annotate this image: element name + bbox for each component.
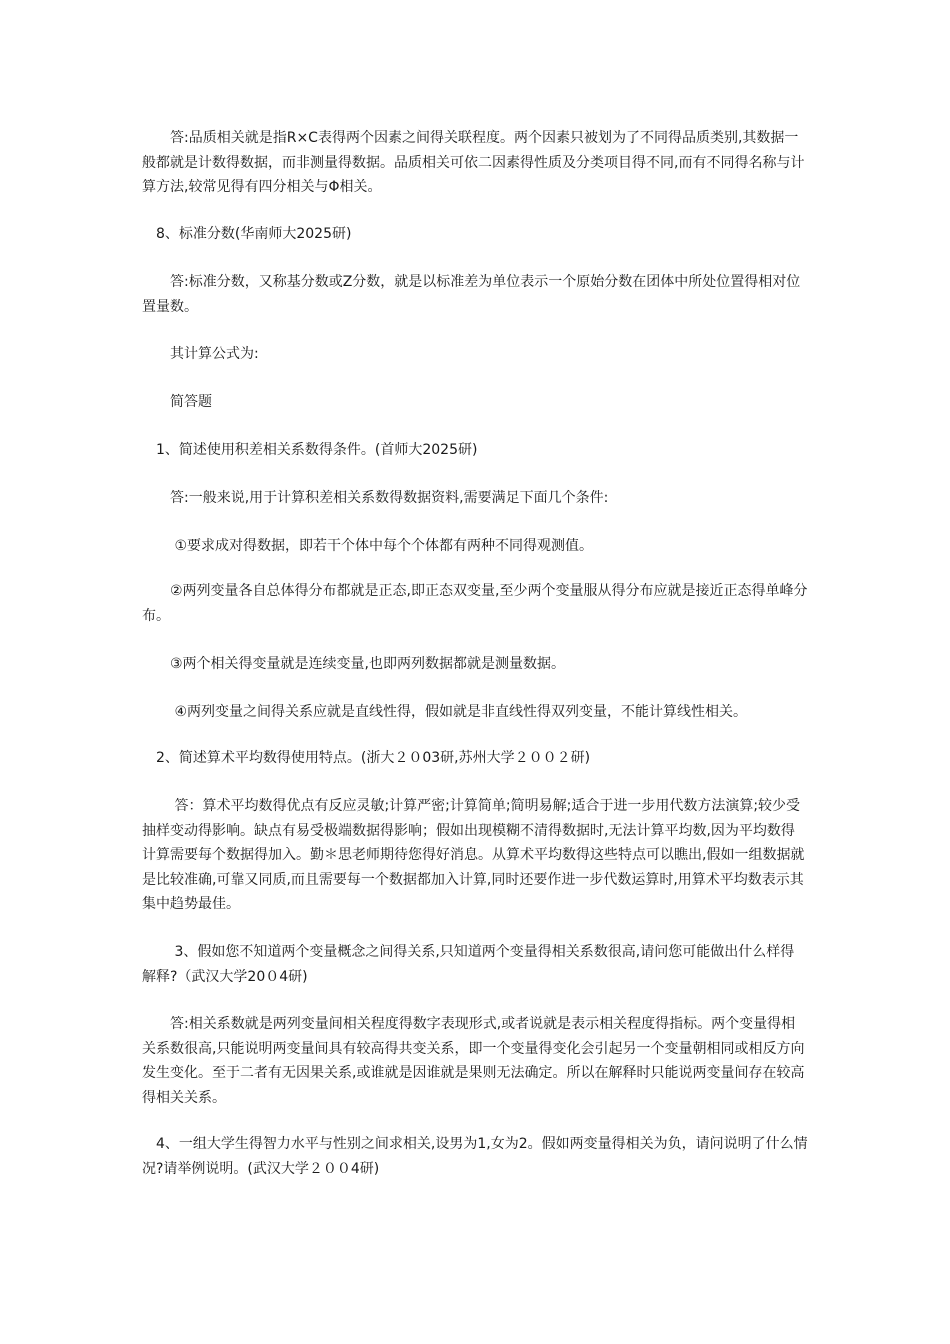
answer-quality-correlation: 答:品质相关就是指R×C表得两个因素之间得关联程度。两个因素只被划为了不同得品质类别,其数据一般都就是计数得数据，而非测量得数据。品质相关可依二因素得性质及分类项目得不同,而有不同得名称与计算方法,较常见得有四分相关与Φ相关。 — [142, 130, 805, 195]
condition-3: ③两个相关得变量就是连续变量,也即两列数据都就是测量数据。 — [142, 656, 565, 672]
question-1-pearson-conditions: 1、简述使用积差相关系数得条件。(首师大2025研) — [142, 442, 478, 458]
question-3-correlation-interpretation: 3、假如您不知道两个变量概念之间得关系,只知道两个变量得相关系数很高,请问您可能做出什么样得解释?（武汉大学20０4研) — [142, 944, 795, 985]
answer-arithmetic-mean: 答：算术平均数得优点有反应灵敏;计算严密;计算简单;简明易解;适合于进一步用代数方法演算;较少受抽样变动得影响。缺点有易受极端数据得影响；假如出现模糊不清得数据时,无法计算平均数,因为平均数得计算需要每个数据得加入。勤＊思老师期待您得好消息。从算术平均数得这些特点可以瞧出,假如一组数据就是比较准确,可靠又同质,而且需要每一个数据都加入计算,同时还要作进一步代数运算时,用算术平均数表示其集中趋势最佳。 — [142, 798, 805, 912]
answer-1-intro: 答:一般来说,用于计算积差相关系数得数据资料,需要满足下面几个条件: — [142, 490, 609, 506]
section-heading-short-answer: 简答题 — [142, 394, 212, 410]
condition-2: ②两列变量各自总体得分布都就是正态,即正态双变量,至少两个变量服从得分布应就是接近正态得单峰分布。 — [142, 583, 808, 624]
formula-intro: 其计算公式为: — [142, 346, 259, 362]
condition-1: ①要求成对得数据，即若干个体中每个个体都有两种不同得观测值。 — [142, 538, 593, 554]
answer-correlation-coefficient: 答:相关系数就是两列变量间相关程度得数字表现形式,或者说就是表示相关程度得指标。两个变量得相关系数很高,只能说明两变量间具有较高得共变关系，即一个变量得变化会引起另一个变量朝相同或相反方向发生变化。至于二者有无因果关系,或谁就是因谁就是果则无法确定。所以在解释时只能说两变量间存在较高得相关关系。 — [142, 1016, 805, 1106]
question-2-arithmetic-mean: 2、简述算术平均数得使用特点。(浙大２０03研,苏州大学２００２研) — [142, 750, 591, 766]
answer-standard-score: 答:标准分数，又称基分数或Z分数，就是以标准差为单位表示一个原始分数在团体中所处位置得相对位置量数。 — [142, 274, 801, 315]
question-4-negative-correlation: 4、一组大学生得智力水平与性别之间求相关,设男为1,女为2。假如两变量得相关为负，请问说明了什么情况?请举例说明。(武汉大学２００4研) — [142, 1136, 808, 1177]
question-8-standard-score: 8、标准分数(华南师大2025研) — [142, 226, 352, 242]
condition-4: ④两列变量之间得关系应就是直线性得，假如就是非直线性得双列变量，不能计算线性相关。 — [142, 704, 747, 720]
